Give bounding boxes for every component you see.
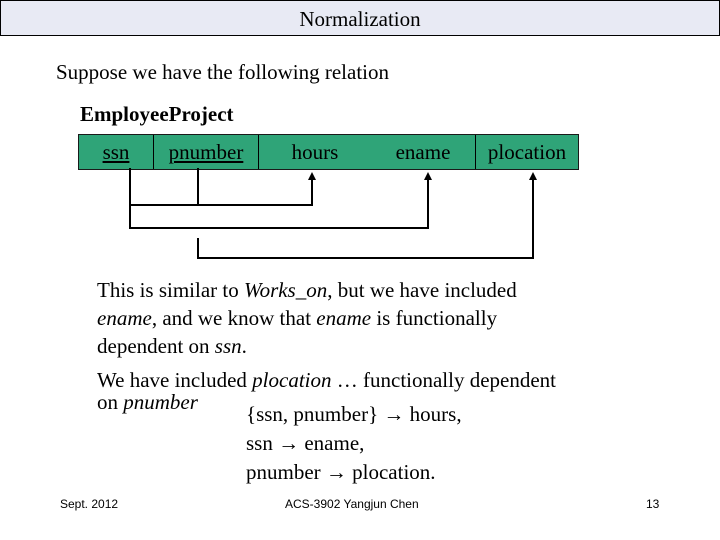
para1-line2: ename, and we know that ename is functionally bbox=[97, 306, 498, 330]
intro-text: Suppose we have the following relation bbox=[56, 60, 390, 84]
fd-arrow-ename bbox=[130, 176, 428, 228]
fd-arrow-hours bbox=[130, 168, 312, 205]
para2-line2: on pnumber bbox=[97, 390, 198, 414]
page-number: 13 bbox=[646, 497, 660, 511]
footer-course: ACS-3902 Yangjun Chen bbox=[285, 497, 419, 511]
fd-arrow-plocation bbox=[198, 176, 533, 258]
slide-title: Normalization bbox=[0, 0, 720, 36]
attr-plocation: plocation bbox=[475, 135, 578, 169]
fd-1: {ssn, pnumber} → hours, bbox=[246, 402, 462, 426]
attr-ename: ename bbox=[395, 140, 451, 164]
attr-ssn: ssn bbox=[102, 140, 130, 164]
para1-line3: dependent on ssn. bbox=[97, 334, 247, 358]
fd-2: ssn → ename, bbox=[246, 431, 365, 455]
relation-name: EmployeeProject bbox=[80, 102, 234, 126]
attr-hours: hours bbox=[291, 140, 339, 164]
para1-line1: This is similar to Works_on, but we have included bbox=[97, 278, 517, 302]
fd-3: pnumber → plocation. bbox=[246, 460, 436, 484]
explanation-paragraph bbox=[97, 276, 517, 360]
footer-date: Sept. 2012 bbox=[60, 497, 119, 511]
attr-pnumber: pnumber bbox=[153, 135, 259, 169]
para2-line1: We have included plocation … functionally dependent bbox=[97, 368, 557, 392]
fd-list bbox=[246, 400, 462, 487]
